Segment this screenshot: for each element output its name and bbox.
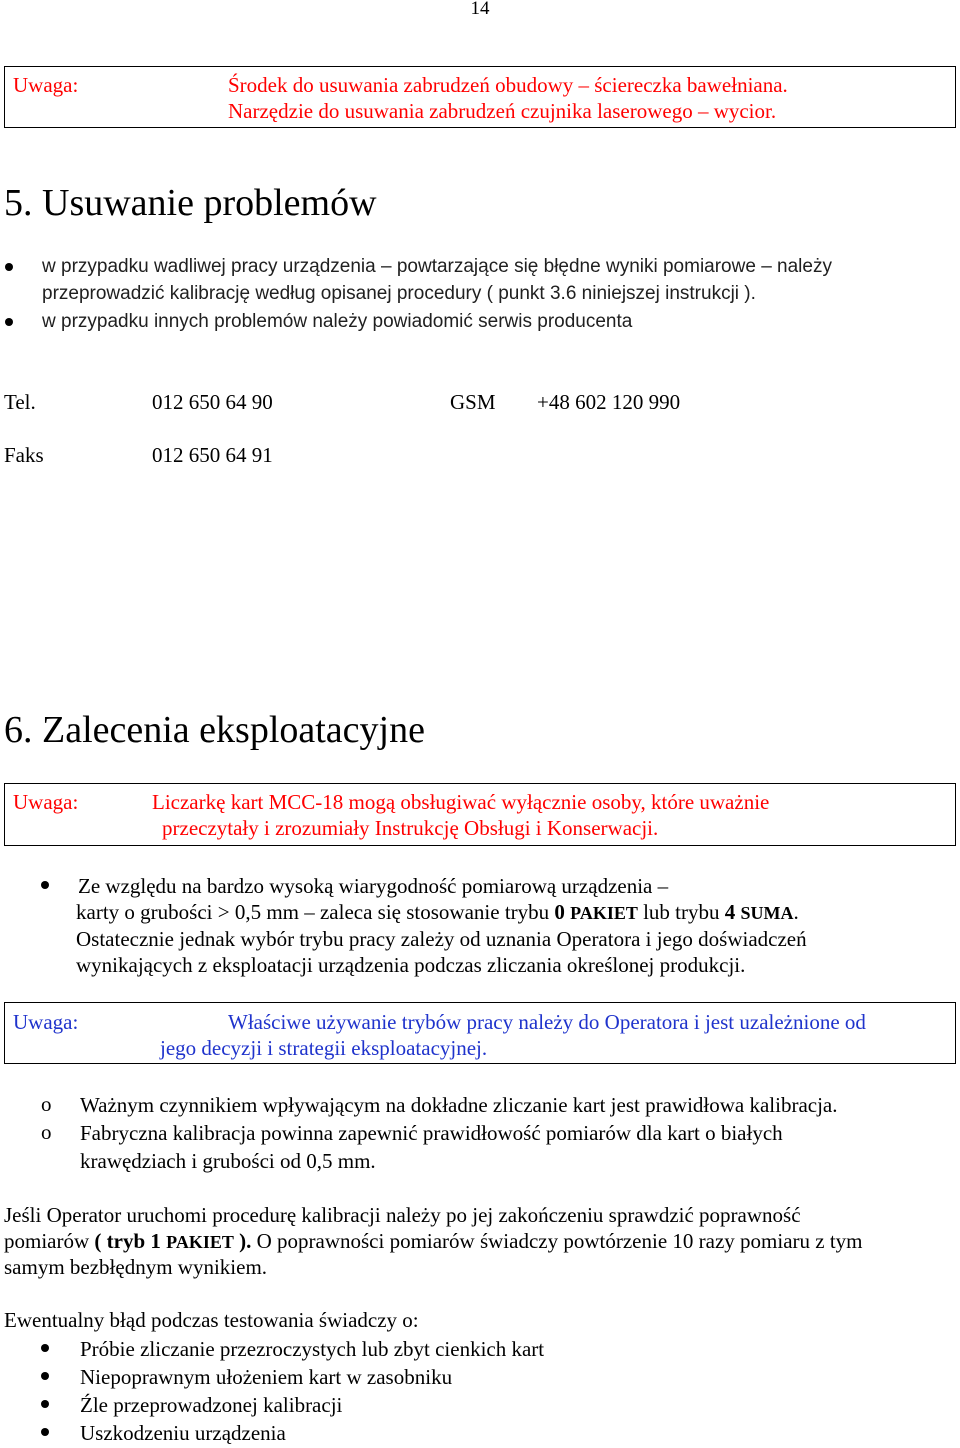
- circle-item-text: Ważnym czynnikiem wpływającym na dokładne zliczanie kart jest prawidłowa kalibracja.: [80, 1093, 838, 1117]
- note-label: Uwaga:: [13, 73, 79, 97]
- error-item: Próbie zliczanie przezroczystych lub zbyt cienkich kart: [80, 1337, 545, 1361]
- tel-number: 012 650 64 90: [152, 390, 273, 414]
- para-text: karty o grubości > 0,5 mm – zaleca się stosowanie trybu: [76, 900, 550, 924]
- bullet-text-line1: w przypadku wadliwej pracy urządzenia – powtarzające się błędne wyniki pomiarowe – należy: [42, 256, 832, 277]
- error-item: Uszkodzeniu urządzenia: [80, 1421, 286, 1445]
- note-text-line1: Środek do usuwania zabrudzeń obudowy – ściereczka bawełniana.: [228, 73, 788, 97]
- gsm-number: +48 602 120 990: [537, 390, 681, 414]
- note-text-line1: Liczarkę kart MCC-18 mogą obsługiwać wyłącznie osoby, które uważnie: [152, 790, 770, 814]
- bullet-icon: [41, 1400, 49, 1408]
- mode-number: 4: [724, 900, 736, 924]
- circle-bullet-icon: o: [41, 1092, 52, 1116]
- errors-intro: Ewentualny błąd podczas testowania świadczy o:: [4, 1308, 419, 1332]
- mode-name: PAKIET: [570, 903, 638, 923]
- tel-label: Tel.: [4, 390, 36, 414]
- bullet-icon: [41, 1372, 49, 1380]
- bullet-icon: [5, 263, 13, 271]
- page-number: 14: [470, 0, 490, 19]
- para-text: lub trybu: [643, 900, 720, 924]
- note-text-line1: Właściwe używanie trybów pracy należy do Operatora i jest uzależnione od: [228, 1010, 866, 1034]
- section-heading-5: 5. Usuwanie problemów: [4, 182, 377, 224]
- note-label: Uwaga:: [13, 1010, 79, 1034]
- section-heading-6: 6. Zalecenia eksploatacyjne: [4, 709, 425, 751]
- error-item: Źle przeprowadzonej kalibracji: [80, 1393, 343, 1417]
- note-text-line2: Narzędzie do usuwania zabrudzeń czujnika laserowego – wycior.: [228, 99, 777, 123]
- mode-ref: ( tryb 1: [94, 1229, 161, 1253]
- gsm-label: GSM: [450, 390, 496, 414]
- mode-number: 0: [554, 900, 565, 924]
- para-text-line2: [76, 899, 799, 927]
- para-text-line4: wynikających z eksploatacji urządzenia podczas zliczania określonej produkcji.: [76, 953, 746, 977]
- bullet-icon: [41, 1428, 49, 1436]
- error-item: Niepoprawnym ułożeniem kart w zasobniku: [80, 1365, 453, 1389]
- note-label: Uwaga:: [13, 790, 79, 814]
- para-text-line2: [4, 1228, 863, 1256]
- para-text-line3: Ostatecznie jednak wybór trybu pracy zależy od uznania Operatora i jego doświadczeń: [76, 927, 807, 951]
- fax-label: Faks: [4, 443, 44, 467]
- bullet-icon: [41, 1344, 49, 1352]
- circle-bullet-icon: o: [41, 1120, 52, 1144]
- note-text-line2: jego decyzji i strategii eksploatacyjnej.: [160, 1036, 488, 1060]
- bullet-icon: [41, 881, 49, 889]
- mode-name: SUMA: [740, 903, 794, 923]
- mode-ref-end: ).: [239, 1229, 252, 1253]
- para-text-line3: samym bezbłędnym wynikiem.: [4, 1255, 268, 1279]
- para-text: O poprawności pomiarów świadczy powtórzenie 10 razy pomiaru z tym: [256, 1229, 863, 1253]
- para-text: .: [793, 900, 799, 924]
- mode-name: PAKIET: [166, 1232, 234, 1252]
- note-text-line2: przeczytały i zrozumiały Instrukcję Obsługi i Konserwacji.: [162, 816, 659, 840]
- para-text-line1: Ze względu na bardzo wysoką wiarygodność pomiarową urządzenia –: [78, 874, 669, 898]
- circle-item-text-line2: krawędziach i grubości od 0,5 mm.: [80, 1149, 376, 1173]
- fax-number: 012 650 64 91: [152, 443, 273, 467]
- bullet-text: w przypadku innych problemów należy powiadomić serwis producenta: [42, 311, 633, 332]
- bullet-icon: [5, 318, 13, 326]
- para-text-line1: Jeśli Operator uruchomi procedurę kalibracji należy po jej zakończeniu sprawdzić poprawność: [4, 1203, 801, 1227]
- para-text: pomiarów: [4, 1229, 90, 1253]
- bullet-text-line2: przeprowadzić kalibrację według opisanej procedury ( punkt 3.6 niniejszej instrukcji ).: [42, 283, 756, 304]
- circle-item-text-line1: Fabryczna kalibracja powinna zapewnić prawidłowość pomiarów dla kart o białych: [80, 1121, 783, 1145]
